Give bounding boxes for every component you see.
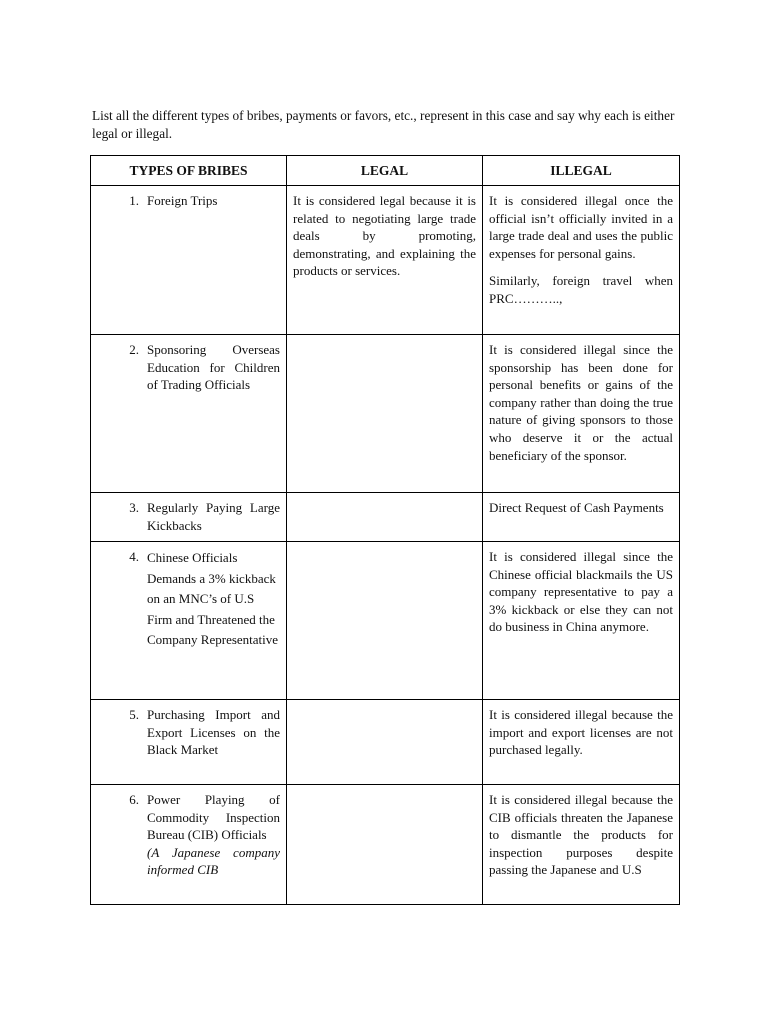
item-number: 1. (129, 193, 139, 208)
item-note: (A Japanese company informed CIB (147, 844, 280, 878)
type-cell (91, 186, 287, 335)
illegal-cell: It is considered illegal because the import and export licenses are not purchased legally. (483, 700, 680, 785)
header-illegal: ILLEGAL (483, 156, 680, 186)
item-number: 6. (129, 792, 139, 807)
type-cell (91, 542, 287, 700)
illegal-cell (483, 186, 680, 335)
legal-cell (287, 542, 483, 700)
table-row (91, 700, 680, 785)
type-cell (91, 335, 287, 493)
item-number: 3. (129, 500, 139, 515)
illegal-cell: Direct Request of Cash Payments (483, 493, 680, 542)
legal-cell: It is considered legal because it is related to negotiating large trade deals by promoting, demonstrating, and explaining the products or services. (287, 186, 483, 335)
item-type-wrap (147, 791, 280, 879)
table-row (91, 186, 680, 335)
type-cell (91, 700, 287, 785)
table-row (91, 493, 680, 542)
table-row (91, 785, 680, 905)
illegal-text: It is considered illegal once the official isn’t officially invited in a large trade deal and uses the public expenses for personal gains. (489, 193, 673, 261)
illegal-text-2: Similarly, foreign travel when PRC……….., (489, 273, 673, 306)
bribes-table (90, 155, 680, 905)
item-number: 5. (129, 707, 139, 722)
illegal-cell: It is considered illegal since the Chinese official blackmails the US company representative to pay a 3% kickback or else they can not do business in China anymore. (483, 542, 680, 700)
illegal-cell: It is considered illegal because the CIB officials threaten the Japanese to dismantle the products for inspection purposes despite passing the Japanese and U.S (483, 785, 680, 905)
item-type: Chinese Officials Demands a 3% kickback on an MNC’s of U.S Firm and Threatened the Company Representative (147, 550, 279, 647)
item-type: Sponsoring Overseas Education for Children of Trading Officials (147, 342, 280, 393)
type-cell (91, 493, 287, 542)
item-type: Regularly Paying Large Kickbacks (147, 500, 280, 533)
item-type: Purchasing Import and Export Licenses on the Black Market (147, 707, 280, 758)
header-legal: LEGAL (287, 156, 483, 186)
legal-cell (287, 493, 483, 542)
item-type: Power Playing of Commodity Inspection Bureau (CIB) Officials (147, 792, 280, 843)
legal-cell (287, 335, 483, 493)
legal-cell (287, 700, 483, 785)
instructions: List all the different types of bribes, payments or favors, etc., represent in this case and say why each is either legal or illegal. (92, 108, 675, 142)
table-row (91, 542, 680, 700)
header-types: TYPES OF BRIBES (91, 156, 287, 186)
table-header-row (91, 156, 680, 186)
item-type: Foreign Trips (147, 193, 218, 208)
type-cell (91, 785, 287, 905)
legal-cell (287, 785, 483, 905)
table-row (91, 335, 680, 493)
item-number: 4. (129, 549, 139, 564)
illegal-cell: It is considered illegal since the sponsorship has been done for personal benefits or gains of the company rather than doing the true nature of giving sponsors to those who deserve it or the actual beneficiary of the sponsor. (483, 335, 680, 493)
item-number: 2. (129, 342, 139, 357)
